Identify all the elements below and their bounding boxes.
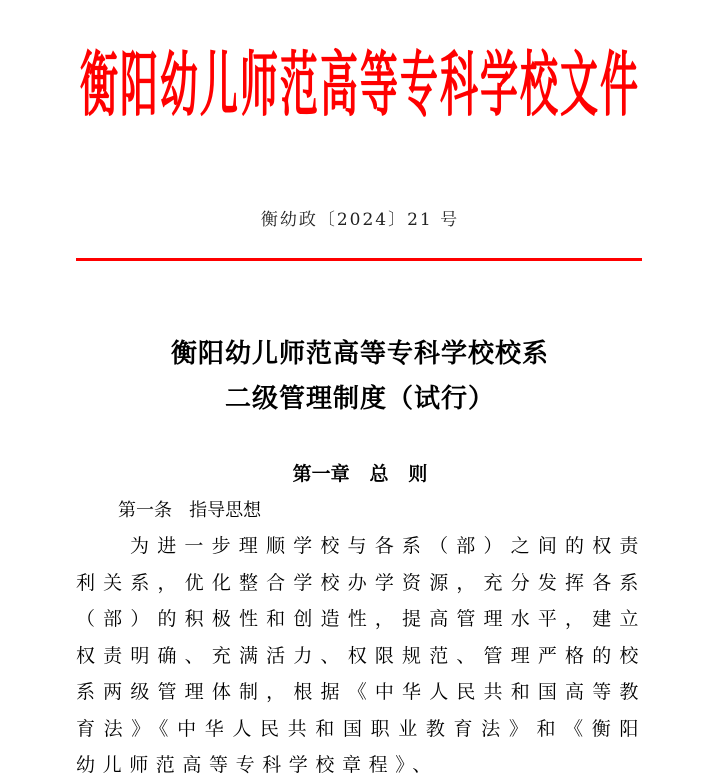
article-heading: 第一条 指导思想 — [118, 500, 262, 521]
body-paragraph: 为进一步理顺学校与各系（部）之间的权责利关系，优化整合学校办学资源，充分发挥各系（部）的积极性和创造性，提高管理水平，建立权责明确、充满活力、权限规范、管理严格的校系两级管理体制，根据《中华人民共和国高等教育法》《中华人民共和国职业教育法》和《衡阳幼儿师范高等专科学校章程》、 — [76, 535, 646, 776]
document-header-title: 衡阳幼儿师范高等专科学校文件 — [79, 44, 640, 126]
red-divider — [76, 258, 642, 261]
document-title-line1: 衡阳幼儿师范高等专科学校校系 — [170, 339, 549, 369]
document-number: 衡幼政〔2024〕21 号 — [260, 210, 460, 230]
document-title-line2: 二级管理制度（试行） — [224, 384, 495, 414]
chapter-heading: 第一章 总 则 — [292, 463, 428, 485]
